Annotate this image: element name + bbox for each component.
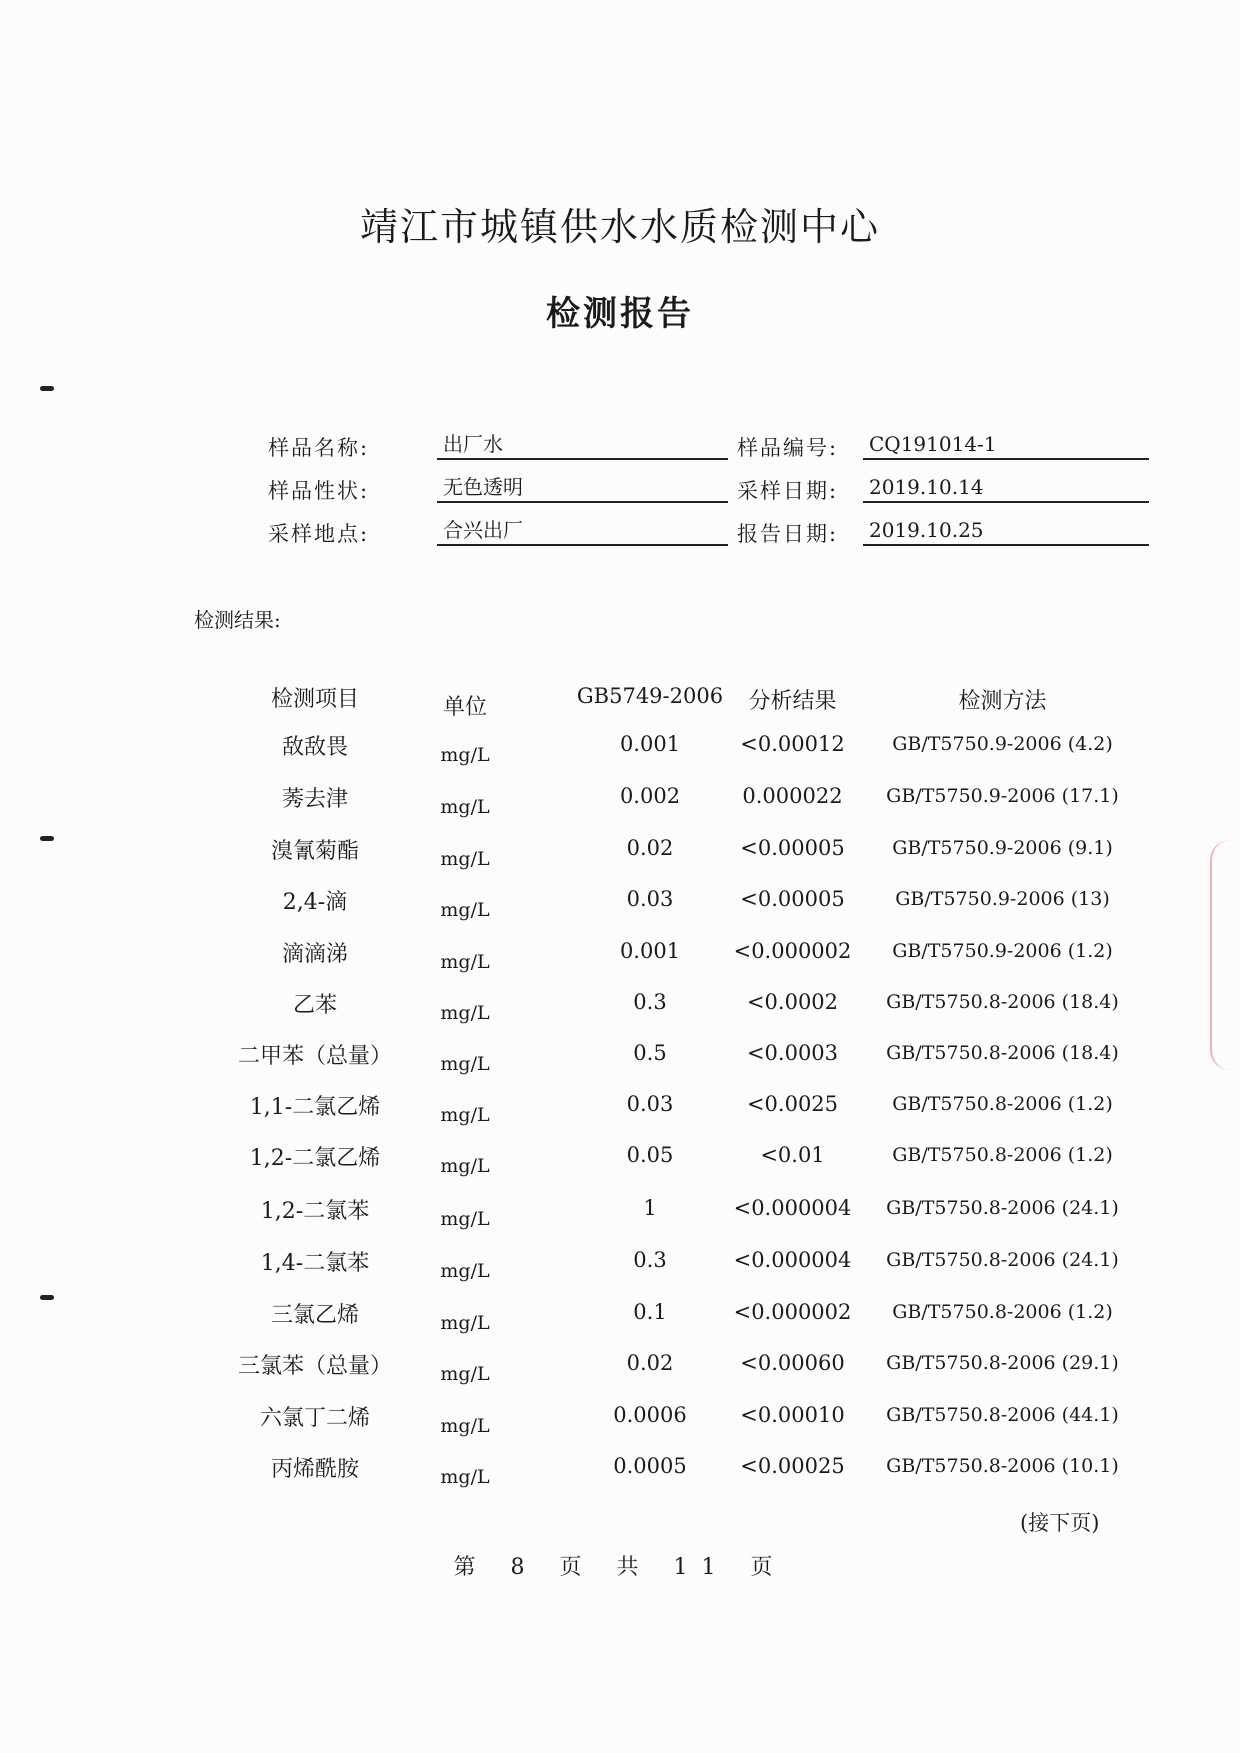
results-label: 检测结果:: [194, 608, 281, 632]
row-standard: 0.03: [626, 1092, 674, 1116]
row-item: 三氯乙烯: [270, 1303, 359, 1328]
row-item: 1,2-二氯乙烯: [249, 1146, 381, 1171]
row-item: 1,2-二氯苯: [260, 1199, 370, 1224]
row-method: GB/T5750.9-2006 (13): [895, 888, 1110, 910]
row-item: 敌敌畏: [281, 735, 348, 760]
row-item: 2,4-滴: [282, 890, 348, 915]
row-method: GB/T5750.8-2006 (29.1): [886, 1352, 1119, 1374]
row-result: <0.0003: [746, 1041, 839, 1065]
row-unit: mg/L: [440, 744, 490, 766]
row-method: GB/T5750.9-2006 (4.2): [892, 733, 1113, 755]
row-item: 1,1-二氯乙烯: [249, 1095, 381, 1120]
punch-hole-mark: [40, 386, 54, 391]
page-number: 第 8 页 共 11 页: [453, 1555, 787, 1580]
row-method: GB/T5750.9-2006 (9.1): [892, 837, 1113, 859]
row-unit: mg/L: [440, 899, 490, 921]
row-standard: 0.001: [619, 939, 681, 963]
sampling-location-value: 合兴出厂: [437, 516, 728, 546]
sample-id-value: CQ191014-1: [863, 430, 1149, 460]
row-standard: 0.02: [626, 1351, 674, 1375]
header-result: 分析结果: [748, 689, 837, 714]
stamp-edge-mark: [1210, 840, 1240, 1070]
row-method: GB/T5750.8-2006 (24.1): [886, 1249, 1119, 1271]
sampling-date-label: 采样日期:: [737, 479, 839, 503]
punch-hole-mark: [40, 1295, 54, 1300]
row-unit: mg/L: [440, 1002, 490, 1024]
row-method: GB/T5750.8-2006 (1.2): [892, 1093, 1113, 1115]
sample-state-value: 无色透明: [437, 473, 728, 503]
row-result: <0.01: [760, 1143, 825, 1167]
row-item: 三氯苯（总量）: [237, 1354, 392, 1379]
row-unit: mg/L: [440, 1466, 490, 1488]
row-unit: mg/L: [440, 951, 490, 973]
row-unit: mg/L: [440, 1104, 490, 1126]
row-result: <0.00005: [740, 887, 845, 911]
report-date-value: 2019.10.25: [863, 516, 1149, 546]
header-standard: GB5749-2006: [576, 684, 724, 708]
row-standard: 0.05: [626, 1143, 674, 1167]
header-method: 检测方法: [958, 689, 1047, 714]
report-title: 检测报告: [546, 294, 694, 334]
row-item: 1,4-二氯苯: [260, 1251, 370, 1276]
row-standard: 1: [643, 1196, 657, 1220]
row-standard: 0.1: [633, 1300, 667, 1324]
row-standard: 0.001: [619, 732, 681, 756]
continued-note: (接下页): [1020, 1511, 1100, 1535]
row-item: 滴滴涕: [281, 942, 348, 967]
organization-title: 靖江市城镇供水水质检测中心: [359, 205, 880, 249]
sample-id-label: 样品编号:: [737, 436, 839, 460]
row-result: <0.0002: [746, 990, 839, 1014]
row-result: <0.00025: [740, 1454, 845, 1478]
row-item: 乙苯: [292, 993, 337, 1018]
row-method: GB/T5750.8-2006 (24.1): [886, 1197, 1119, 1219]
sampling-date-value: 2019.10.14: [863, 473, 1149, 503]
row-result: <0.00010: [740, 1403, 845, 1427]
punch-hole-mark: [40, 836, 54, 841]
row-unit: mg/L: [440, 1260, 490, 1282]
row-standard: 0.0006: [613, 1403, 687, 1427]
row-unit: mg/L: [440, 1312, 490, 1334]
row-method: GB/T5750.8-2006 (1.2): [892, 1301, 1113, 1323]
row-method: GB/T5750.8-2006 (18.4): [886, 991, 1119, 1013]
row-result: <0.00005: [740, 836, 845, 860]
row-standard: 0.5: [633, 1041, 667, 1065]
row-result: <0.00012: [740, 732, 845, 756]
report-date-label: 报告日期:: [737, 522, 839, 546]
row-result: 0.000022: [742, 784, 843, 808]
sample-state-label: 样品性状:: [268, 479, 370, 503]
row-method: GB/T5750.9-2006 (17.1): [886, 785, 1119, 807]
row-method: GB/T5750.8-2006 (10.1): [886, 1455, 1119, 1477]
row-unit: mg/L: [440, 1363, 490, 1385]
row-item: 六氯丁二烯: [259, 1406, 370, 1431]
row-standard: 0.3: [633, 990, 667, 1014]
row-result: <0.00060: [740, 1351, 845, 1375]
row-item: 莠去津: [281, 787, 348, 812]
row-unit: mg/L: [440, 848, 490, 870]
row-method: GB/T5750.8-2006 (1.2): [892, 1144, 1113, 1166]
row-result: <0.000004: [733, 1196, 852, 1220]
row-standard: 0.3: [633, 1248, 667, 1272]
row-method: GB/T5750.8-2006 (44.1): [886, 1404, 1119, 1426]
header-item: 检测项目: [270, 687, 359, 712]
row-result: <0.000002: [733, 1300, 852, 1324]
row-item: 二甲苯（总量）: [237, 1044, 392, 1069]
row-result: <0.000002: [733, 939, 852, 963]
row-standard: 0.02: [626, 836, 674, 860]
row-unit: mg/L: [440, 1208, 490, 1230]
row-unit: mg/L: [440, 1053, 490, 1075]
row-item: 溴氰菊酯: [270, 839, 359, 864]
row-unit: mg/L: [440, 1415, 490, 1437]
row-standard: 0.0005: [613, 1454, 687, 1478]
row-result: <0.000004: [733, 1248, 852, 1272]
row-result: <0.0025: [746, 1092, 839, 1116]
header-unit: 单位: [442, 695, 487, 720]
row-method: GB/T5750.9-2006 (1.2): [892, 940, 1113, 962]
sample-name-value: 出厂水: [437, 430, 728, 460]
row-unit: mg/L: [440, 796, 490, 818]
row-standard: 0.002: [619, 784, 681, 808]
sampling-location-label: 采样地点:: [268, 522, 370, 546]
row-method: GB/T5750.8-2006 (18.4): [886, 1042, 1119, 1064]
row-standard: 0.03: [626, 887, 674, 911]
row-unit: mg/L: [440, 1155, 490, 1177]
sample-name-label: 样品名称:: [268, 436, 370, 460]
row-item: 丙烯酰胺: [270, 1457, 359, 1482]
